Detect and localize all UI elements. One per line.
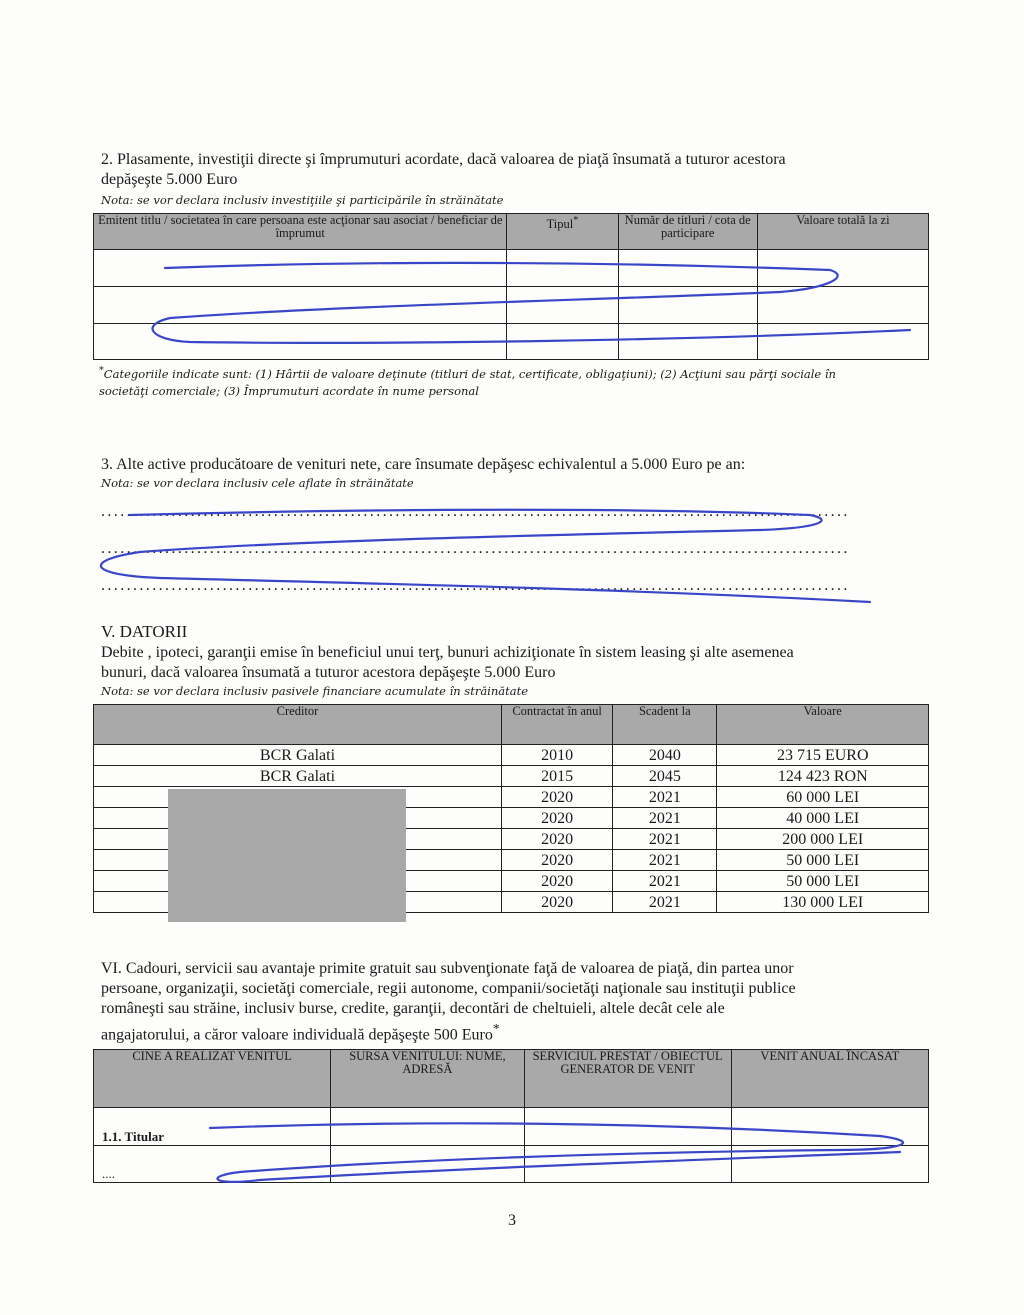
section6-text: [101, 959, 931, 1045]
dotted-line: .....................................................................................................................: [101, 503, 850, 520]
col-tipul: [507, 214, 618, 250]
col-tipul-label: Tipul: [546, 217, 574, 232]
table-row: [94, 1146, 929, 1183]
col-scadent: Scadent la: [613, 705, 717, 745]
section6-line1: VI. Cadouri, servicii sau avantaje primite gratuit sau subvenţionate faţă de valoarea de piaţă, din partea unor: [101, 960, 794, 977]
cell-creditor: BCR Galati: [94, 745, 502, 766]
cell-scadent: 2021: [613, 850, 717, 871]
investments-table: [93, 213, 929, 360]
row-titular-label: 1.1. Titular: [94, 1108, 331, 1146]
cell-valoare: 124 423 RON: [717, 766, 929, 787]
table-row: [94, 250, 929, 287]
section5-heading: V. DATORII: [101, 622, 188, 641]
table-row: [94, 324, 929, 360]
cell-valoare: 40 000 LEI: [717, 808, 929, 829]
col-serviciu: SERVICIUL PRESTAT / OBIECTUL GENERATOR DE VENIT: [524, 1050, 731, 1108]
section6-line4: angajatorului, a căror valoare individuală depăşeşte 500 Euro: [101, 1026, 493, 1044]
dotted-line: .....................................................................................................................: [101, 540, 850, 557]
footnote-line2: societăţi comerciale; (3) Împrumuturi acordate în nume personal: [99, 383, 479, 398]
section2-title-line1: 2. Plasamente, investiţii directe şi împrumuturi acordate, dacă valoarea de piaţă însumată a tuturor acestora: [101, 151, 786, 168]
col-valoare-totala: Valoare totală la zi: [757, 214, 928, 250]
cell-scadent: 2021: [613, 892, 717, 913]
cell-scadent: 2040: [613, 745, 717, 766]
section5-nota: Nota: se vor declara inclusiv pasivele financiare acumulate în străinătate: [101, 684, 529, 698]
col-cine: CINE A REALIZAT VENITUL: [94, 1050, 331, 1108]
gifts-table: [93, 1049, 929, 1183]
cell-contractat: 2015: [501, 766, 612, 787]
col-emitent: Emitent titlu / societatea în care persoana este acţionar sau asociat / beneficiar de împrumut: [94, 214, 507, 250]
cell-contractat: 2010: [501, 745, 612, 766]
cell-contractat: 2020: [501, 787, 612, 808]
col-contractat: Contractat în anul: [501, 705, 612, 745]
footnote-line1: Categoriile indicate sunt: (1) Hârtii de valoare deţinute (titluri de stat, certificate, obligaţiuni); (2) Acţiuni sau părţi sociale în: [103, 366, 836, 381]
col-creditor: Creditor: [94, 705, 502, 745]
table-row: [94, 287, 929, 324]
col-valoare: Valoare: [717, 705, 929, 745]
footnote-mark: *: [99, 365, 104, 376]
cell-valoare: 50 000 LEI: [717, 850, 929, 871]
cell-scadent: 2045: [613, 766, 717, 787]
section2-footnote: [99, 362, 929, 400]
tipul-footnote-mark: *: [573, 215, 579, 226]
cell-valoare: 60 000 LEI: [717, 787, 929, 808]
cell-contractat: 2020: [501, 850, 612, 871]
cell-scadent: 2021: [613, 787, 717, 808]
cell-scadent: 2021: [613, 829, 717, 850]
section2-title: [101, 150, 931, 190]
cell-valoare: 200 000 LEI: [717, 829, 929, 850]
cell-contractat: 2020: [501, 892, 612, 913]
col-sursa: SURSA VENITULUI: NUME, ADRESĂ: [331, 1050, 524, 1108]
cell-creditor: BCR Galati: [94, 766, 502, 787]
table-row: [94, 766, 929, 787]
col-venit-anual: VENIT ANUAL ÎNCASAT: [731, 1050, 928, 1108]
cell-valoare: 50 000 LEI: [717, 871, 929, 892]
dotted-line: .....................................................................................................................: [101, 577, 850, 594]
section2-title-line2: depăşeşte 5.000 Euro: [101, 171, 238, 188]
cell-valoare: 130 000 LEI: [717, 892, 929, 913]
section2-nota: Nota: se vor declara inclusiv investiţiile şi participările în străinătate: [101, 193, 504, 207]
section5-text-line2: bunuri, dacă valoarea însumată a tuturor acestora depăşeşte 5.000 Euro: [101, 664, 556, 681]
section5-text: [101, 643, 931, 683]
section3-nota: Nota: se vor declara inclusiv cele aflate în străinătate: [101, 476, 414, 490]
table-row: [94, 745, 929, 766]
section3-title: 3. Alte active producătoare de venituri nete, care însumate depăşesc echivalentul a 5.000 Euro pe an:: [101, 456, 746, 473]
cell-valoare: 23 715 EURO: [717, 745, 929, 766]
cell-contractat: 2020: [501, 808, 612, 829]
section6-line2: persoane, organizaţii, societăţi comerciale, regii autonome, companii/societăţi naţionale sau instituţii publice: [101, 980, 796, 997]
table-row: [94, 1108, 929, 1146]
cell-contractat: 2020: [501, 829, 612, 850]
section6-footnote-mark: *: [492, 1021, 500, 1036]
section6-line3: româneşti sau străine, inclusiv burse, credite, garanţii, decontări de cheltuieli, altele decât cele ale: [101, 1000, 725, 1017]
section5-text-line1: Debite , ipoteci, garanţii emise în beneficiul unui terţ, bunuri achiziţionate în sistem leasing şi alte asemenea: [101, 644, 794, 661]
redaction-box: [168, 789, 406, 922]
cell-contractat: 2020: [501, 871, 612, 892]
row-ellipsis-label: ....: [94, 1146, 331, 1183]
cell-scadent: 2021: [613, 871, 717, 892]
cell-scadent: 2021: [613, 808, 717, 829]
col-numar-titluri: Număr de titluri / cota de participare: [618, 214, 757, 250]
page-number: 3: [508, 1212, 516, 1229]
